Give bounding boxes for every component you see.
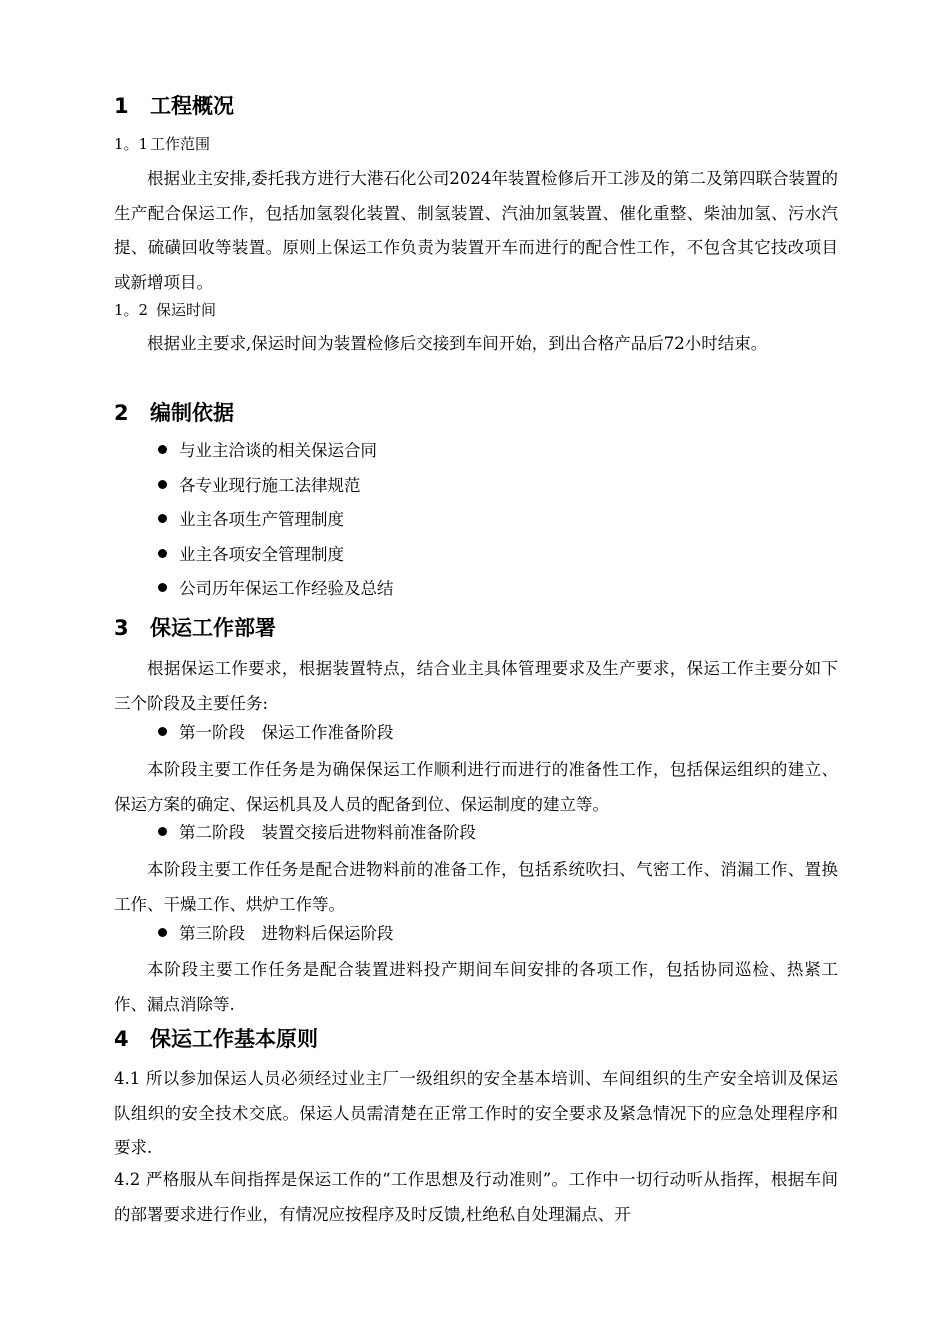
phase-description: 本阶段主要工作任务是配合进物料前的准备工作，包括系统吹扫、气密工作、消漏工作、置换工作、干燥工作、烘炉工作等。	[114, 860, 838, 914]
subsection-title: 工作范围	[150, 135, 211, 153]
section-heading-4	[114, 1025, 318, 1053]
bullet-icon	[158, 928, 167, 937]
list-item	[158, 474, 361, 498]
subsection-title: 保运时间	[156, 301, 217, 319]
bullet-icon	[158, 445, 167, 454]
paragraph-service-time: 根据业主要求,保运时间为装置检修后交接到车间开始，到出合格产品后72小时结束。	[147, 334, 768, 353]
subsection-heading-1-1	[114, 132, 210, 156]
list-item-text: 与业主洽谈的相关保运合同	[179, 441, 377, 460]
section-number: 1	[114, 94, 129, 118]
subsection-heading-1-2	[114, 298, 216, 322]
phase-title: 第三阶段 进物料后保运阶段	[179, 924, 394, 943]
list-item-text: 各专业现行施工法律规范	[179, 476, 361, 495]
section-title: 编制依据	[150, 401, 234, 425]
phase-item	[158, 821, 476, 845]
phase-title: 第二阶段 装置交接后进物料前准备阶段	[179, 823, 476, 842]
section-number: 2	[114, 401, 129, 425]
phase-description: 本阶段主要工作任务是配合装置进料投产期间车间安排的各项工作，包括协同巡检、热紧工作、漏点消除等.	[114, 960, 838, 1014]
list-item	[158, 508, 344, 532]
bullet-icon	[158, 549, 167, 558]
principle-item: 4.1 所以参加保运人员必须经过业主厂一级组织的安全基本培训、车间组织的生产安全培训及保运队组织的安全技术交底。保运人员需清楚在正常工作时的安全要求及紧急情况下的应急处理程序和要求.	[114, 1069, 838, 1157]
bullet-icon	[158, 727, 167, 736]
bullet-icon	[158, 480, 167, 489]
list-item	[158, 439, 377, 463]
list-item-text: 业主各项安全管理制度	[179, 545, 344, 564]
paragraph-deployment-intro: 根据保运工作要求，根据装置特点，结合业主具体管理要求及生产要求，保运工作主要分如下三个阶段及主要任务:	[114, 659, 838, 713]
bullet-icon	[158, 583, 167, 592]
section-title: 保运工作基本原则	[150, 1027, 318, 1051]
list-item	[158, 543, 344, 567]
section-number: 3	[114, 616, 129, 640]
phase-item	[158, 922, 394, 946]
principle-item: 4.2 严格服从车间指挥是保运工作的“工作思想及行动准则”。工作中一切行动听从指挥，根据车间的部署要求进行作业，有情况应按程序及时反馈,杜绝私自处理漏点、开	[114, 1170, 838, 1224]
list-item	[158, 577, 394, 601]
phase-title: 第一阶段 保运工作准备阶段	[179, 723, 394, 742]
bullet-icon	[158, 514, 167, 523]
list-item-text: 公司历年保运工作经验及总结	[179, 579, 394, 598]
section-title: 保运工作部署	[150, 616, 276, 640]
phase-item	[158, 721, 394, 745]
section-heading-1	[114, 92, 234, 120]
subsection-number: 1。2	[114, 301, 149, 319]
subsection-number: 1。1	[114, 135, 149, 153]
section-heading-3	[114, 614, 276, 642]
section-number: 4	[114, 1027, 129, 1051]
section-title: 工程概况	[150, 94, 234, 118]
phase-description: 本阶段主要工作任务是为确保保运工作顺利进行而进行的准备性工作，包括保运组织的建立、保运方案的确定、保运机具及人员的配备到位、保运制度的建立等。	[114, 760, 838, 814]
paragraph-work-scope: 根据业主安排,委托我方进行大港石化公司2024年装置检修后开工涉及的第二及第四联合装置的生产配合保运工作，包括加氢裂化装置、制氢装置、汽油加氢装置、催化重整、柴油加氢、污水汽提、硫磺回收等装置。原则上保运工作负责为装置开车而进行的配合性工作，不包含其它技改项目或新增项目。	[114, 169, 838, 292]
bullet-icon	[158, 827, 167, 836]
section-heading-2	[114, 399, 234, 427]
list-item-text: 业主各项生产管理制度	[179, 510, 344, 529]
